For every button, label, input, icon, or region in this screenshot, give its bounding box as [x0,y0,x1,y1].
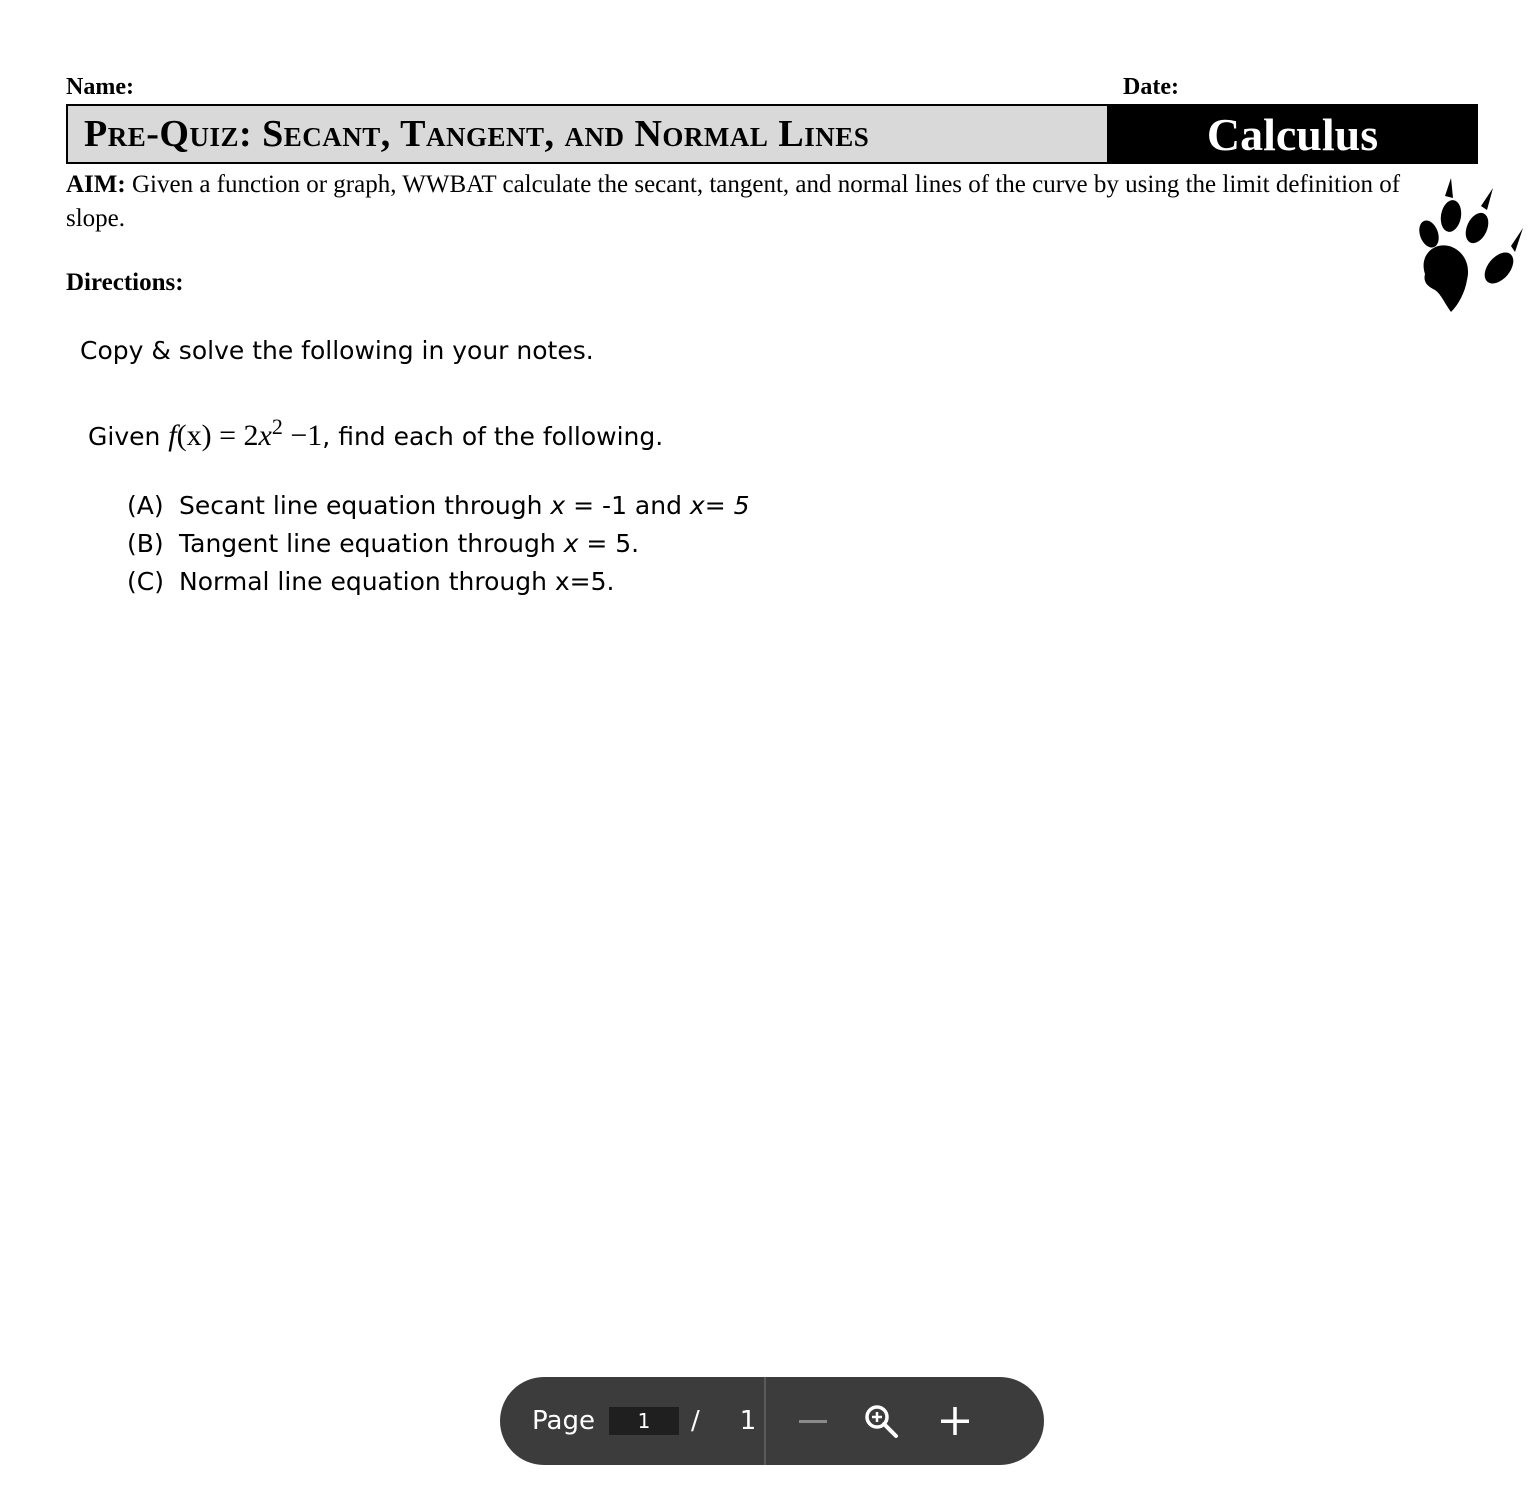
func-tail: −1 [282,419,323,452]
paw-claw [1445,178,1453,198]
title-part: ines [804,113,870,155]
title-part: N [624,113,663,155]
title-part: angent [425,113,545,155]
item-label: (C) [127,567,164,596]
paw-toe [1461,209,1493,246]
aim-statement [66,168,1461,236]
directions-label: Directions: [66,269,184,296]
item-var: x [550,491,566,520]
paw-claw [1511,228,1523,252]
title-part: P [84,113,108,155]
page-indicator [500,1377,764,1465]
paw-toe [1479,247,1519,289]
title-part: : S [238,113,284,155]
func-arg: (x) [176,419,212,452]
title-banner [66,104,1478,164]
page-separator: / [690,1406,700,1436]
plus-icon [939,1405,971,1437]
paw-toe [1438,199,1463,234]
zoom-out-button[interactable] [786,1394,840,1448]
title-part: L [768,113,805,155]
title-part: re [107,113,147,155]
list-item [127,491,750,520]
title-part: uiz [189,113,239,155]
aim-text: Given a function or graph, WWBAT calculate the secant, tangent, and normal lines of the curve by using the limit definition of slope. [66,171,1401,232]
title-part: , [544,113,565,155]
paw-pad [1424,245,1468,312]
func-var: x [258,419,272,452]
page-number-input[interactable] [609,1407,679,1435]
copy-instruction: Copy & solve the following in your notes. [80,336,594,365]
list-item [127,567,615,596]
name-label: Name: [66,74,134,100]
item-mid: = 5. [578,529,640,558]
func-exponent: 2 [271,414,283,439]
page-total: 1 [739,1406,757,1436]
given-prefix: Given [88,422,169,451]
minus-icon [797,1405,829,1437]
zoom-fit-button[interactable] [854,1394,908,1448]
item-text: Normal line equation through x=5. [179,567,615,596]
item-text: Secant line equation through [179,491,551,520]
given-function-line [88,414,663,453]
func-equals: = 2 [211,419,259,452]
zoom-in-button[interactable] [928,1394,982,1448]
item-label: (B) [127,529,164,558]
item-var: x= 5 [689,491,750,520]
title-part: and [564,113,625,155]
title-part: -Q [146,113,190,155]
toolbar-divider [764,1377,766,1465]
title-part: ecant [283,113,381,155]
aim-label: AIM: [66,171,126,198]
title-part: , T [380,113,426,155]
page-word: Page [532,1406,595,1436]
item-label: (A) [127,491,164,520]
item-mid: = -1 and [565,491,690,520]
title-part: ormal [662,113,769,155]
given-suffix: , find each of the following. [322,422,664,451]
date-label: Date: [1123,74,1179,100]
zoom-icon [862,1402,900,1440]
pdf-toolbar [500,1377,1044,1465]
item-text: Tangent line equation through [179,529,564,558]
paw-toe [1416,218,1442,250]
paw-print-icon [1415,176,1525,314]
item-var: x [563,529,579,558]
title-left-panel [68,106,1109,162]
subject-panel [1109,106,1476,162]
list-item [127,529,639,558]
func-name: f [168,419,177,452]
function-expression [168,414,323,452]
page-title [84,112,869,156]
paw-claw [1481,188,1493,210]
subject-title: Calculus [1206,108,1379,160]
